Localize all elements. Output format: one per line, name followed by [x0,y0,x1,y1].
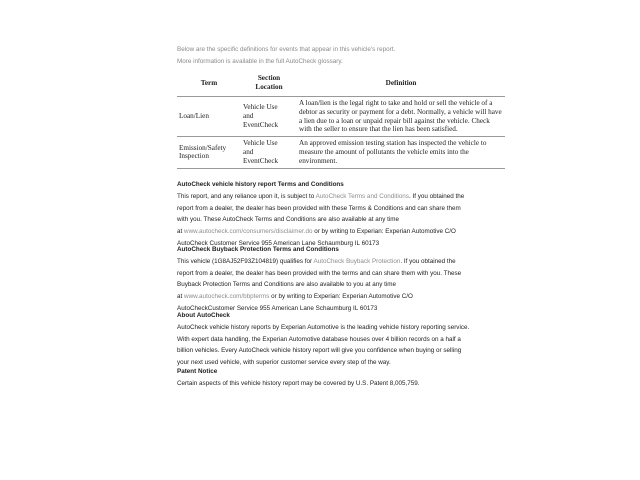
patent-section [177,366,477,390]
patent-line-1: Certain aspects of this vehicle history report may be covered by U.S. Patent 8,005,759. [177,379,420,387]
location-cell: Vehicle Use and EventCheck [241,97,297,137]
terms-line-2: report from a dealer, the dealer has been provided with these Terms & Conditions and can share them [177,204,461,212]
buyback-line-2: report from a dealer, the dealer has been provided with the terms and can share them with you. These [177,269,462,277]
buyback-text-1b: . If you obtained the [400,257,456,265]
definition-cell: A loan/lien is the legal right to take and hold or sell the vehicle of a debtor as security or payment for a debt. Normally, a vehicle will have a lien due to a loan or unpaid repair bill against the vehicle. Check with the seller to ensure that the lien has been satisfied. [297,97,505,137]
terms-heading: AutoCheck vehicle history report Terms and Conditions [177,181,344,188]
about-line-3: billion vehicles. Every AutoCheck vehicle history report will give you confidence when buying or selling [177,347,462,355]
terms-line-5: AutoCheck Customer Service 955 American Lane Schaumburg IL 60173 [177,239,380,247]
terms-text-4b: or by writing to Experian: Experian Automotive C/O [312,228,456,236]
terms-text-4a: at [177,228,185,236]
buyback-text-1a: This vehicle (1G8AJ52F93Z104819) qualifies for [177,257,314,265]
intro-line-2: More information is available in the full AutoCheck glossary. [177,58,343,65]
disclaimer-url-link[interactable]: www.autocheck.com/consumers/disclaimer.do [184,228,313,236]
terms-text-1a: This report, and any reliance upon it, is subject to [177,192,316,200]
buyback-line-4 [177,291,477,303]
terms-line-4 [177,226,477,238]
terms-line-3: with you. These AutoCheck Terms and Conditions are also available at any time [177,216,400,224]
header-definition: Definition [297,70,505,97]
buyback-line-5: AutoCheckCustomer Service 955 American Lane Schaumburg IL 60173 [177,304,378,312]
header-section-location: Section Location [241,70,297,97]
terms-text-1b: . If you obtained the [408,192,465,200]
about-line-1: AutoCheck vehicle history reports by Experian Automotive is the leading vehicle history reporting service. [177,323,470,331]
about-line-4: your next used vehicle, with superior customer service every step of the way. [177,359,391,367]
about-line-2: With expert data handling, the Experian Automotive database houses over 4 billion records on a half a [177,335,461,343]
about-heading: About AutoCheck [177,312,230,319]
buyback-text-4b: or by writing to Experian: Experian Automotive C/O [269,293,413,301]
term-cell: Emission/Safety Inspection [177,137,241,168]
terms-conditions-link[interactable]: AutoCheck Terms and Conditions [315,192,409,200]
location-cell: Vehicle Use and EventCheck [241,137,297,168]
buyback-section [177,244,477,315]
table-row [177,97,505,137]
header-term: Term [177,70,241,97]
glossary-table [177,70,505,169]
intro-line-1: Below are the specific definitions for events that appear in this vehicle's report. [177,46,396,53]
definition-cell: An approved emission testing station has inspected the vehicle to measure the amount of pollutants the vehicle emits into the environment. [297,137,505,168]
buyback-text-4a: at [177,293,185,301]
glossary-header-row [177,70,505,97]
buyback-heading: AutoCheck Buyback Protection Terms and Conditions [177,246,339,253]
buyback-protection-link[interactable]: AutoCheck Buyback Protection [313,257,401,265]
bbpterms-url-link[interactable]: www.autocheck.com/bbpterms [184,293,270,301]
patent-heading: Patent Notice [177,368,218,375]
about-section [177,310,477,369]
terms-line-1 [177,191,477,203]
terms-section [177,179,477,250]
table-row [177,137,505,168]
buyback-line-1 [177,256,477,268]
term-cell: Loan/Lien [177,97,241,137]
buyback-line-3: Buyback Protection Terms and Conditions are also available to you at any time [177,281,396,289]
glossary-intro [177,44,395,68]
